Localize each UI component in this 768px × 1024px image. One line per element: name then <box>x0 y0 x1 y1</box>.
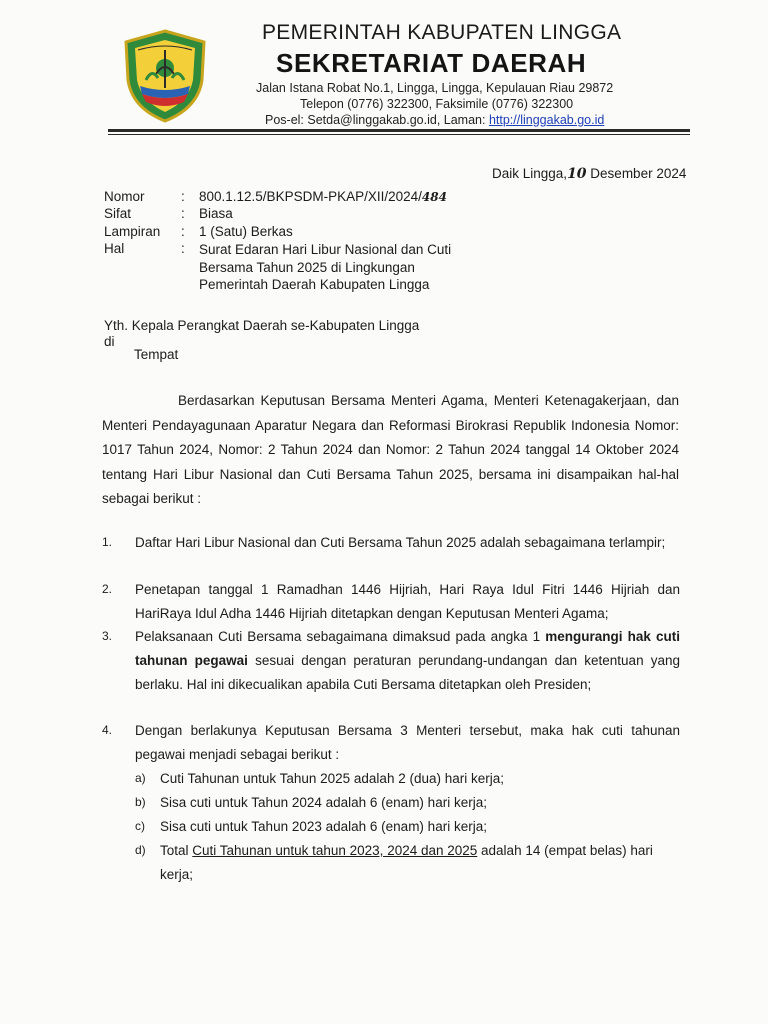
intro-text: Berdasarkan Keputusan Bersama Menteri Agama, Menteri Ketenagakerjaan, dan Menteri Pendayagunaan Aparatur Negara dan Reformasi Birokrasi Republik Indonesia Nomor: 1017 Tahun 2024, Nomor: 2 Tahun 2024 dan Nomor: 2 Tahun 2024 tanggal 14 Oktober 2024 tentang Hari Libur Nasional dan Cuti Bersama Tahun 2025, bersama ini disampaikan hal-hal sebagai berikut : <box>102 393 679 506</box>
sub-item-text <box>160 839 680 887</box>
lampiran-value: 1 (Satu) Berkas <box>199 224 293 239</box>
office-phone: Telepon (0776) 322300, Faksimile (0776) 322300 <box>300 97 574 111</box>
lampiran-colon: : <box>181 224 185 239</box>
list-item-emphasis: mengurangi hak cuti tahunan pegawai <box>135 629 680 668</box>
sub-item-text-part: adalah 14 (empat belas) hari kerja; <box>160 843 653 882</box>
sub-item-text: Sisa cuti untuk Tahun 2024 adalah 6 (enam) hari kerja; <box>160 795 487 810</box>
sifat-colon: : <box>181 206 185 221</box>
hal-line: Surat Edaran Hari Libur Nasional dan Cuti <box>199 242 452 257</box>
nomor-printed: 800.1.12.5/BKPSDM-PKAP/XII/2024/ <box>199 189 422 204</box>
date-day-handwritten: 10 <box>567 166 587 182</box>
hal-value <box>199 241 451 294</box>
nomor-label: Nomor <box>104 189 145 204</box>
office-address: Jalan Istana Robat No.1, Lingga, Lingga, Kepulauan Riau 29872 <box>256 81 614 95</box>
office-name: SEKRETARIAT DAERAH <box>276 48 587 78</box>
sub-item-marker: d) <box>135 843 146 857</box>
intro-paragraph <box>102 389 679 512</box>
addressee-place: Tempat <box>134 347 179 362</box>
office-contact <box>265 113 604 127</box>
list-item-number: 3. <box>102 629 113 643</box>
hal-line: Bersama Tahun 2025 di Lingkungan <box>199 259 415 275</box>
hal-label: Hal <box>104 241 125 256</box>
letter-date <box>492 166 686 182</box>
date-month-year: Desember 2024 <box>586 166 687 181</box>
sub-item-marker: c) <box>135 819 145 833</box>
nomor-value <box>199 189 447 204</box>
nomor-colon: : <box>181 189 185 204</box>
list-item-number: 1. <box>102 535 113 549</box>
letterhead-divider-thin <box>108 134 690 135</box>
lampiran-label: Lampiran <box>104 224 161 239</box>
date-place: Daik Lingga, <box>492 166 568 181</box>
contact-email: Pos-el: Setda@linggakab.go.id, Laman: <box>265 113 489 127</box>
hal-line: Pemerintah Daerah Kabupaten Lingga <box>199 277 430 292</box>
sub-item-text-part: Total <box>160 843 193 858</box>
kabupaten-lingga-emblem-icon <box>118 28 212 124</box>
website-link[interactable]: http://linggakab.go.id <box>488 113 605 127</box>
sub-item-marker: a) <box>135 771 146 785</box>
list-item-text-part: sesuai dengan peraturan perundang-undangan dan ketentuan yang berlaku. Hal ini dikecualikan apabila Cuti Bersama ditetapkan oleh Presiden; <box>135 652 680 692</box>
sub-item-text: Cuti Tahunan untuk Tahun 2025 adalah 2 (dua) hari kerja; <box>160 771 504 786</box>
sifat-label: Sifat <box>104 206 132 221</box>
sub-item-text: Sisa cuti untuk Tahun 2023 adalah 6 (enam) hari kerja; <box>160 819 487 834</box>
list-item-text: Daftar Hari Libur Nasional dan Cuti Bersama Tahun 2025 adalah sebagaimana terlampir; <box>135 535 666 550</box>
addressee-recipient: Yth. Kepala Perangkat Daerah se-Kabupaten Lingga <box>104 318 420 333</box>
list-item-number: 4. <box>102 723 113 737</box>
sub-item-underlined: Cuti Tahunan untuk tahun 2023, 2024 dan 2025 <box>192 843 478 858</box>
addressee-di: di <box>104 334 115 349</box>
list-item-text: Dengan berlakunya Keputusan Bersama 3 Menteri tersebut, maka hak cuti tahunan pegawai menjadi sebagai berikut : <box>135 723 680 762</box>
sifat-value: Biasa <box>199 206 233 221</box>
hal-colon: : <box>181 241 185 256</box>
list-item-text <box>135 625 680 696</box>
nomor-handwritten: 484 <box>421 190 447 204</box>
list-item-number: 2. <box>102 582 113 596</box>
letterhead-divider-thick <box>108 129 690 132</box>
list-item-text-part: Pelaksanaan Cuti Bersama sebagaimana dimaksud pada angka 1 <box>135 629 546 644</box>
government-name: PEMERINTAH KABUPATEN LINGGA <box>262 21 622 44</box>
list-item-text: Penetapan tanggal 1 Ramadhan 1446 Hijriah, Hari Raya Idul Fitri 1446 Hijriah dan HariRaya Idul Adha 1446 Hijriah ditetapkan dengan Keputusan Menteri Agama; <box>135 582 680 621</box>
sub-item-marker: b) <box>135 795 146 809</box>
